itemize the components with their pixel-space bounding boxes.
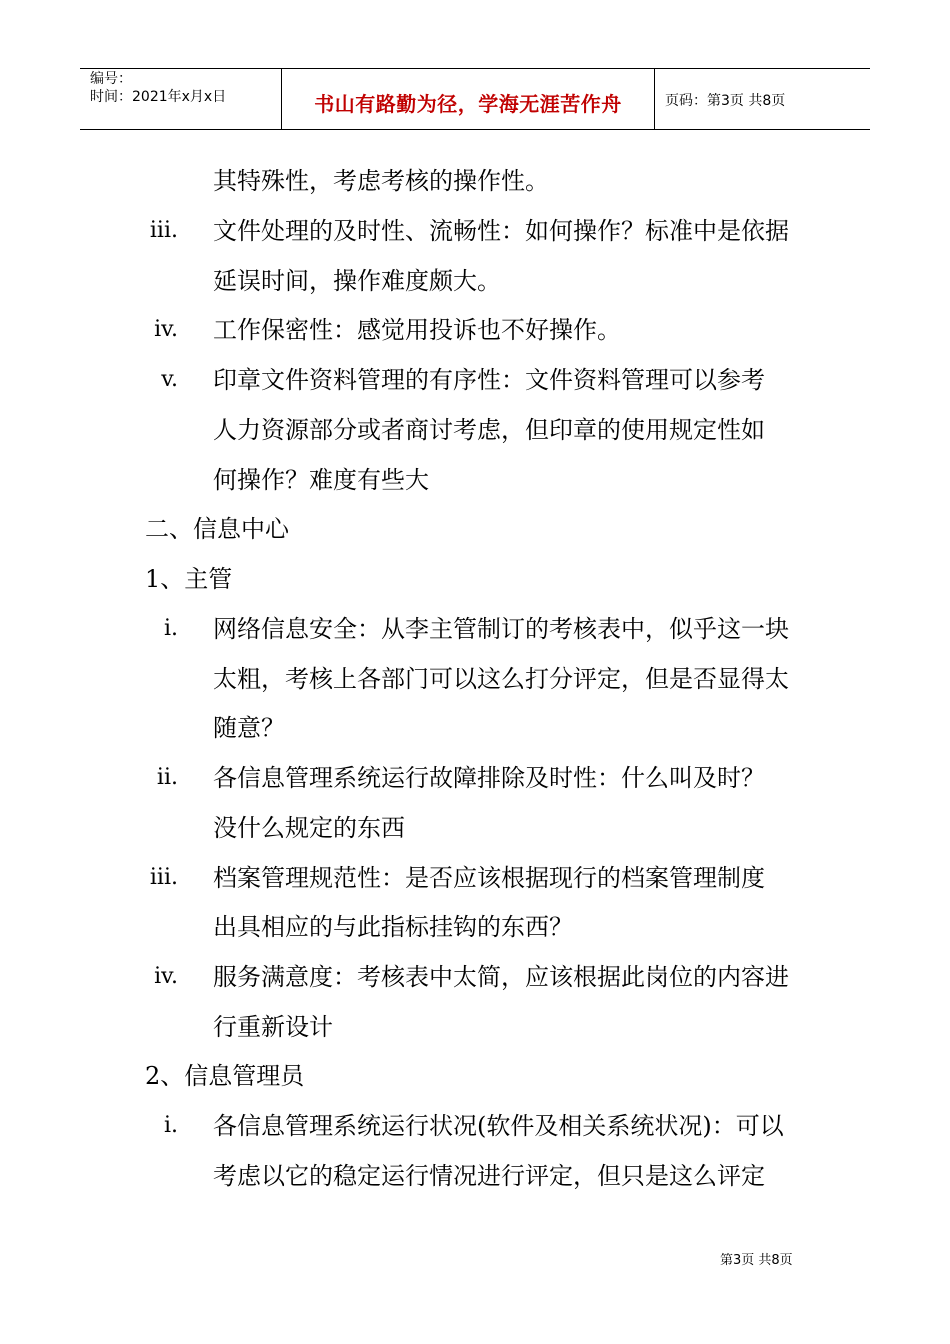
body-line: 何操作？难度有些大: [213, 466, 429, 494]
header-page-label: 页码：第3页 共8页: [665, 93, 786, 109]
body-line: 太粗，考核上各部门可以这么打分评定，但是否显得太: [213, 665, 789, 693]
subsection-heading: 1、主管: [145, 565, 233, 593]
page-header: [80, 68, 870, 130]
body-line: 随意？: [213, 714, 285, 742]
list-number: i.: [163, 1113, 178, 1138]
body-line: 出具相应的与此指标挂钩的东西？: [213, 913, 573, 941]
body-line: 服务满意度：考核表中太简，应该根据此岗位的内容进: [213, 963, 789, 991]
list-number: iv.: [154, 317, 178, 342]
body-line: 延误时间，操作难度颇大。: [213, 267, 501, 295]
body-line: 文件处理的及时性、流畅性：如何操作？标准中是依据: [213, 217, 789, 245]
header-motto-cell: [282, 69, 655, 129]
header-info-cell: [80, 69, 282, 129]
body-line: 人力资源部分或者商讨考虑，但印章的使用规定性如: [213, 416, 765, 444]
list-number: iii.: [149, 865, 178, 890]
list-number: iv.: [154, 964, 178, 989]
body-line: 档案管理规范性：是否应该根据现行的档案管理制度: [213, 864, 765, 892]
list-number: i.: [163, 616, 178, 641]
time-label: 时间：2021年x月x日: [90, 89, 227, 105]
body-line: 网络信息安全：从李主管制订的考核表中，似乎这一块: [213, 615, 789, 643]
body-line: 没什么规定的东西: [213, 814, 405, 842]
section-heading: 二、信息中心: [145, 515, 289, 543]
list-number: iii.: [149, 218, 178, 243]
body-line: 行重新设计: [213, 1013, 333, 1041]
body-line: 印章文件资料管理的有序性：文件资料管理可以参考: [213, 366, 765, 394]
header-page-cell: [655, 69, 870, 129]
subsection-heading: 2、信息管理员: [145, 1062, 305, 1090]
body-line: 各信息管理系统运行状况(软件及相关系统状况)：可以: [213, 1112, 784, 1140]
body-line: 各信息管理系统运行故障排除及时性：什么叫及时？: [213, 764, 765, 792]
footer-page-label: 第3页 共8页: [720, 1253, 793, 1268]
body-line: 其特殊性，考虑考核的操作性。: [213, 167, 549, 195]
serial-label: 编号：: [90, 71, 132, 87]
list-number: ii.: [156, 765, 178, 790]
body-line: 考虑以它的稳定运行情况进行评定，但只是这么评定: [213, 1162, 765, 1190]
body-line: 工作保密性：感觉用投诉也不好操作。: [213, 316, 621, 344]
list-number: v.: [161, 367, 178, 392]
motto: 书山有路勤为径，学海无涯苦作舟: [314, 92, 622, 116]
